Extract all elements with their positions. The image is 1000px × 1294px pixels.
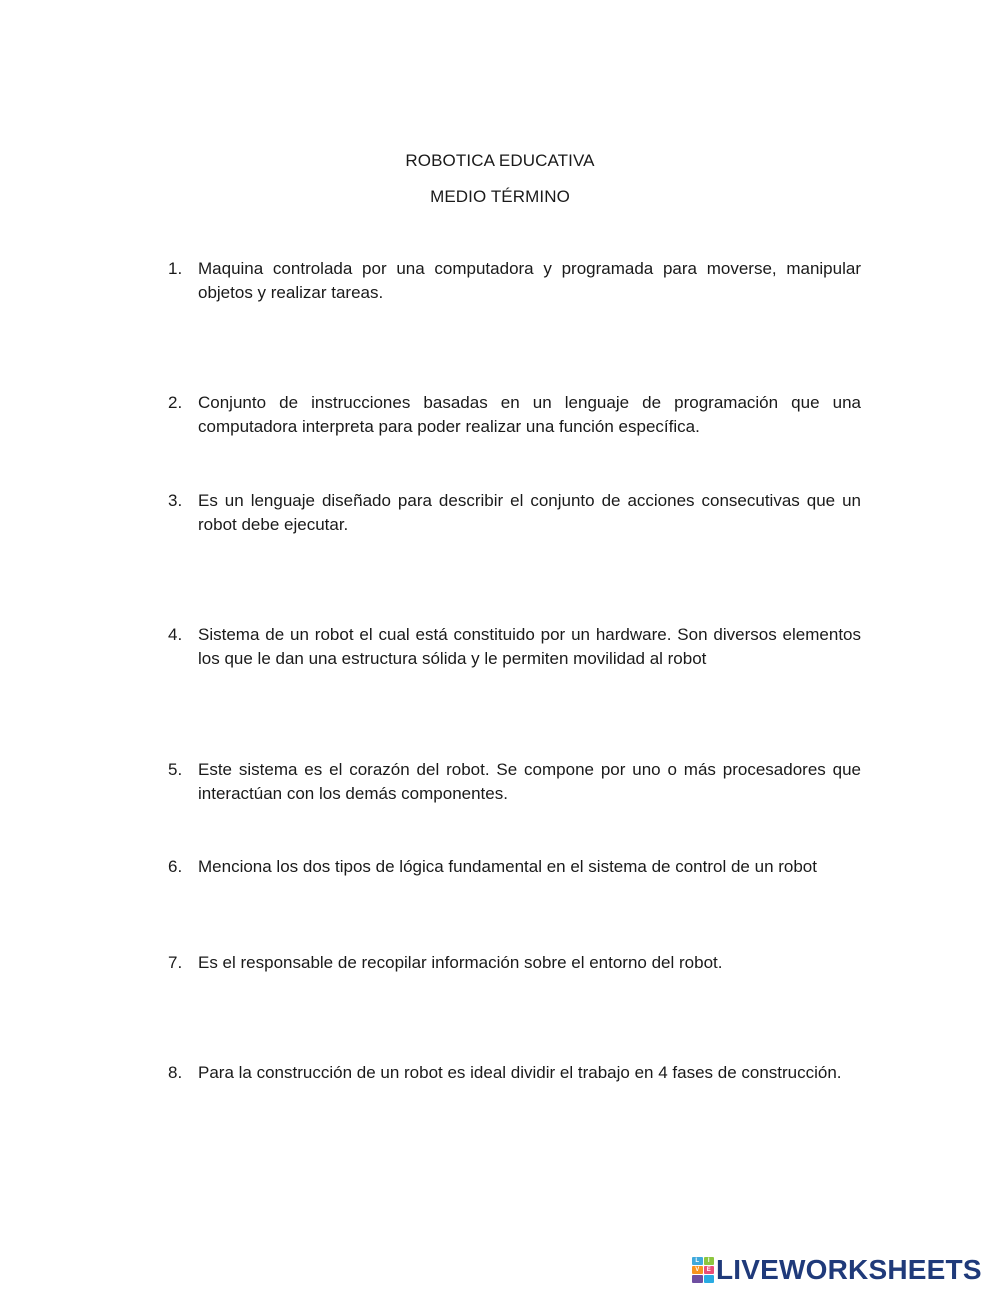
page-subtitle: MEDIO TÉRMINO	[430, 187, 570, 206]
question-number: 3.	[168, 491, 183, 510]
logo-tile: I	[704, 1257, 715, 1265]
question-item	[168, 489, 861, 536]
question-item	[168, 257, 861, 304]
question-number: 5.	[168, 760, 183, 779]
question-number: 6.	[168, 857, 183, 876]
question-item	[168, 391, 861, 438]
question-text: Es el responsable de recopilar información sobre el entorno del robot.	[198, 953, 723, 972]
question-number: 2.	[168, 393, 183, 412]
liveworksheets-logo	[692, 1253, 982, 1287]
question-text: Este sistema es el corazón del robot. Se compone por uno o más procesadores que interactúan con los demás componentes.	[198, 760, 861, 803]
logo-tile: V	[692, 1266, 703, 1274]
question-text: Conjunto de instrucciones basadas en un lenguaje de programación que una computadora interpreta para poder realizar una función específica.	[198, 393, 861, 436]
question-item	[168, 1061, 861, 1085]
question-text: Para la construcción de un robot es ideal dividir el trabajo en 4 fases de construcción.	[198, 1063, 842, 1082]
question-number: 1.	[168, 259, 183, 278]
question-number: 8.	[168, 1063, 183, 1082]
question-text: Es un lenguaje diseñado para describir el conjunto de acciones consecutivas que un robot debe ejecutar.	[198, 491, 861, 534]
question-number: 7.	[168, 953, 183, 972]
liveworksheets-logo-icon	[692, 1257, 714, 1283]
question-item	[168, 855, 861, 879]
question-text: Sistema de un robot el cual está constituido por un hardware. Son diversos elementos los que le dan una estructura sólida y le permiten movilidad al robot	[198, 625, 861, 668]
page-title: ROBOTICA EDUCATIVA	[405, 151, 595, 170]
logo-tile	[692, 1275, 703, 1283]
question-text: Menciona los dos tipos de lógica fundamental en el sistema de control de un robot	[198, 857, 817, 876]
question-item	[168, 758, 861, 805]
logo-tile: E	[704, 1266, 715, 1274]
logo-tile	[704, 1275, 715, 1283]
logo-wordmark: LIVEWORKSHEETS	[716, 1254, 982, 1285]
question-number: 4.	[168, 625, 183, 644]
logo-tile: L	[692, 1257, 703, 1265]
question-text: Maquina controlada por una computadora y programada para moverse, manipular objetos y realizar tareas.	[198, 259, 861, 302]
question-item	[168, 951, 861, 975]
question-item	[168, 623, 861, 670]
